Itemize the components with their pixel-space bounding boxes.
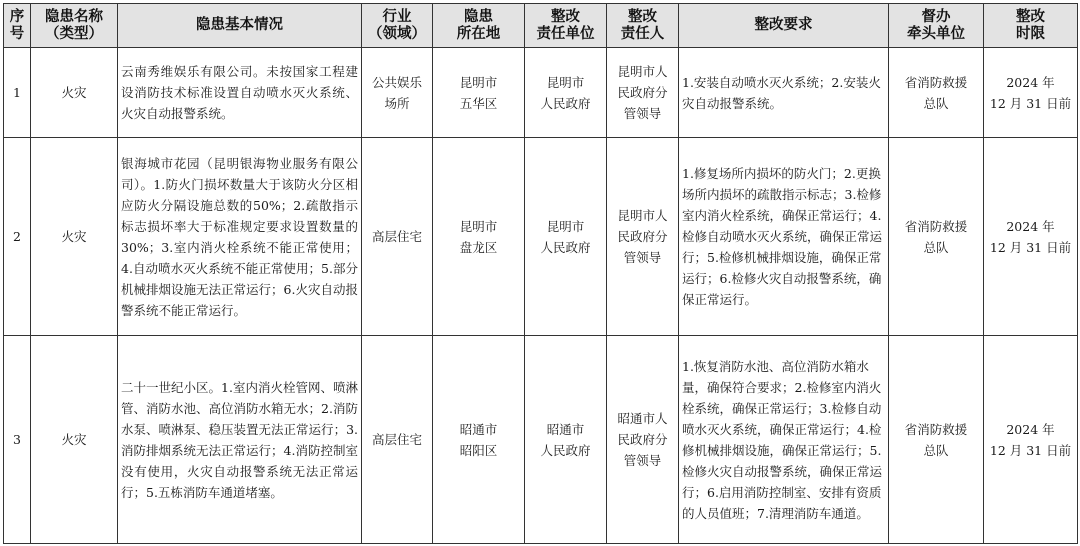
- cell-deadline: 2024 年 12 月 31 日前: [984, 336, 1078, 544]
- cell-industry: 高层住宅: [362, 336, 433, 544]
- cell-index: 2: [4, 138, 31, 336]
- cell-deadline: 2024 年 12 月 31 日前: [984, 48, 1078, 138]
- header-row: [4, 4, 1078, 48]
- cell-hazard-type: 火灾: [31, 48, 118, 138]
- cell-location: 昆明市 盘龙区: [433, 138, 525, 336]
- cell-description: 云南秀维娱乐有限公司。未按国家工程建设消防技术标准设置自动喷水灭火系统、火灾自动报警系统。: [118, 48, 362, 138]
- cell-responsible-person: 昆明市人 民政府分 管领导: [607, 138, 679, 336]
- cell-location: 昆明市 五华区: [433, 48, 525, 138]
- cell-requirements: 1.恢复消防水池、高位消防水箱水量，确保符合要求；2.检修室内消火栓系统，确保正常运行；3.检修自动喷水灭火系统，确保正常运行；4.检修机械排烟设施，确保正常运行；5.检修火灾自动报警系统，确保正常运行；6.启用消防控制室、安排有资质的人员值班；7.清理消防车通道。: [679, 336, 889, 544]
- cell-requirements: 1.安装自动喷水灭火系统；2.安装火灾自动报警系统。: [679, 48, 889, 138]
- header-hazard-type: 隐患名称 （类型）: [31, 4, 118, 48]
- header-industry: 行业 （领域）: [362, 4, 433, 48]
- cell-responsible-unit: 昆明市 人民政府: [525, 48, 607, 138]
- cell-location: 昭通市 昭阳区: [433, 336, 525, 544]
- header-responsible-person: 整改 责任人: [607, 4, 679, 48]
- header-responsible-unit: 整改 责任单位: [525, 4, 607, 48]
- hazard-rectification-table: [3, 3, 1078, 544]
- cell-lead-unit: 省消防救援 总队: [889, 48, 984, 138]
- cell-index: 1: [4, 48, 31, 138]
- cell-responsible-unit: 昭通市 人民政府: [525, 336, 607, 544]
- cell-lead-unit: 省消防救援 总队: [889, 336, 984, 544]
- table-row: [4, 336, 1078, 544]
- cell-requirements: 1.修复场所内损坏的防火门；2.更换场所内损坏的疏散指示标志；3.检修室内消火栓系统，确保正常运行；4.检修自动喷水灭火系统，确保正常运行；5.检修机械排烟设施，确保正常运行；6.检修火灾自动报警系统，确保正常运行。: [679, 138, 889, 336]
- cell-index: 3: [4, 336, 31, 544]
- header-requirements: 整改要求: [679, 4, 889, 48]
- header-location: 隐患 所在地: [433, 4, 525, 48]
- table-row: [4, 138, 1078, 336]
- cell-hazard-type: 火灾: [31, 138, 118, 336]
- cell-responsible-person: 昭通市人 民政府分 管领导: [607, 336, 679, 544]
- cell-deadline: 2024 年 12 月 31 日前: [984, 138, 1078, 336]
- cell-responsible-unit: 昆明市 人民政府: [525, 138, 607, 336]
- cell-description: 二十一世纪小区。1.室内消火栓管网、喷淋管、消防水池、高位消防水箱无水；2.消防水泵、喷淋泵、稳压装置无法正常运行；3.消防排烟系统无法正常运行；4.消防控制室没有使用，火灾自动报警系统无法正常运行；5.五栋消防车通道堵塞。: [118, 336, 362, 544]
- cell-industry: 公共娱乐 场所: [362, 48, 433, 138]
- table-row: [4, 48, 1078, 138]
- cell-hazard-type: 火灾: [31, 336, 118, 544]
- header-lead-unit: 督办 牵头单位: [889, 4, 984, 48]
- header-deadline: 整改 时限: [984, 4, 1078, 48]
- cell-lead-unit: 省消防救援 总队: [889, 138, 984, 336]
- header-description: 隐患基本情况: [118, 4, 362, 48]
- cell-responsible-person: 昆明市人 民政府分 管领导: [607, 48, 679, 138]
- cell-description: 银海城市花园（昆明银海物业服务有限公司）。1.防火门损坏数量大于该防火分区相应防火分隔设施总数的50%；2.疏散指示标志损坏率大于标准规定要求设置数量的30%；3.室内消火栓系统不能正常使用；4.自动喷水灭火系统不能正常使用；5.部分机械排烟设施无法正常运行；6.火灾自动报警系统不能正常运行。: [118, 138, 362, 336]
- cell-industry: 高层住宅: [362, 138, 433, 336]
- header-index: 序 号: [4, 4, 31, 48]
